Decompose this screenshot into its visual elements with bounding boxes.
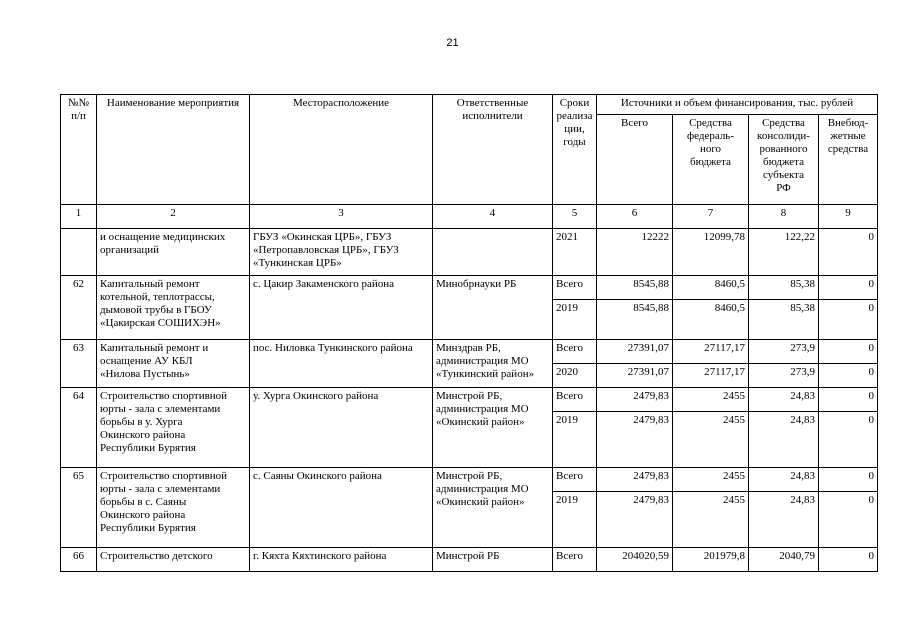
term-cell: Всего xyxy=(553,276,597,300)
offbudget-cell: 0 xyxy=(819,548,878,572)
table-row xyxy=(61,388,878,412)
offbudget-cell: 0 xyxy=(819,412,878,468)
federal-cell: 2455 xyxy=(673,388,749,412)
table-header xyxy=(61,95,878,229)
measure-executors: Минздрав РБ, администрация МО «Тункинский район» xyxy=(433,340,553,388)
offbudget-cell: 0 xyxy=(819,300,878,340)
federal-cell: 2455 xyxy=(673,492,749,548)
table-row xyxy=(61,548,878,572)
measure-location: г. Кяхта Кяхтинского района xyxy=(250,548,433,572)
total-cell: 8545,88 xyxy=(597,276,673,300)
measure-name: Строительство детского xyxy=(97,548,250,572)
term-cell: Всего xyxy=(553,340,597,364)
regional-cell: 85,38 xyxy=(749,300,819,340)
federal-cell: 8460,5 xyxy=(673,276,749,300)
term-cell: Всего xyxy=(553,388,597,412)
term-cell: Всего xyxy=(553,548,597,572)
measure-executors xyxy=(433,229,553,276)
column-index: 4 xyxy=(433,205,553,229)
row-number: 64 xyxy=(61,388,97,468)
regional-cell: 273,9 xyxy=(749,340,819,364)
column-index: 7 xyxy=(673,205,749,229)
term-cell: 2019 xyxy=(553,300,597,340)
total-cell: 2479,83 xyxy=(597,412,673,468)
financing-table xyxy=(60,94,878,572)
header-total: Всего xyxy=(597,115,673,205)
offbudget-cell: 0 xyxy=(819,468,878,492)
header-location: Месторасположение xyxy=(250,95,433,205)
offbudget-cell: 0 xyxy=(819,364,878,388)
column-index: 1 xyxy=(61,205,97,229)
offbudget-cell: 0 xyxy=(819,229,878,276)
federal-cell: 12099,78 xyxy=(673,229,749,276)
total-cell: 27391,07 xyxy=(597,340,673,364)
federal-cell: 2455 xyxy=(673,412,749,468)
regional-cell: 24,83 xyxy=(749,412,819,468)
row-number: 66 xyxy=(61,548,97,572)
term-cell: 2020 xyxy=(553,364,597,388)
offbudget-cell: 0 xyxy=(819,492,878,548)
header-financing: Источники и объем финансирования, тыс. рублей xyxy=(597,95,878,115)
table-row xyxy=(61,468,878,492)
column-index: 6 xyxy=(597,205,673,229)
federal-cell: 27117,17 xyxy=(673,364,749,388)
header-regional: Средства консолиди- рованного бюджета субъекта РФ xyxy=(749,115,819,205)
measure-executors: Минобрнауки РБ xyxy=(433,276,553,340)
row-number: 63 xyxy=(61,340,97,388)
header-executors: Ответственные исполнители xyxy=(433,95,553,205)
regional-cell: 24,83 xyxy=(749,468,819,492)
measure-executors: Минстрой РБ, администрация МО «Окинский район» xyxy=(433,468,553,548)
header-name: Наименование мероприятия xyxy=(97,95,250,205)
total-cell: 8545,88 xyxy=(597,300,673,340)
federal-cell: 201979,8 xyxy=(673,548,749,572)
regional-cell: 2040,79 xyxy=(749,548,819,572)
measure-executors: Минстрой РБ, администрация МО «Окинский район» xyxy=(433,388,553,468)
term-cell: 2019 xyxy=(553,492,597,548)
federal-cell: 8460,5 xyxy=(673,300,749,340)
regional-cell: 85,38 xyxy=(749,276,819,300)
measure-name: Капитальный ремонт и оснащение АУ КБЛ «Нилова Пустынь» xyxy=(97,340,250,388)
total-cell: 204020,59 xyxy=(597,548,673,572)
regional-cell: 273,9 xyxy=(749,364,819,388)
offbudget-cell: 0 xyxy=(819,340,878,364)
measure-location: ГБУЗ «Окинская ЦРБ», ГБУЗ «Петропавловская ЦРБ», ГБУЗ «Тункинская ЦРБ» xyxy=(250,229,433,276)
column-index-row xyxy=(61,205,878,229)
page-number: 21 xyxy=(446,37,459,49)
regional-cell: 24,83 xyxy=(749,492,819,548)
measure-name: Строительство спортивной юрты - зала с элементами борьбы в с. Саяны Окинского района Республики Бурятия xyxy=(97,468,250,548)
offbudget-cell: 0 xyxy=(819,388,878,412)
term-cell: Всего xyxy=(553,468,597,492)
table-row xyxy=(61,229,878,276)
measure-name: и оснащение медицинских организаций xyxy=(97,229,250,276)
header-terms: Сроки реализа ции, годы xyxy=(553,95,597,205)
regional-cell: 24,83 xyxy=(749,388,819,412)
measure-location: с. Цакир Закаменского района xyxy=(250,276,433,340)
measure-location: с. Саяны Окинского района xyxy=(250,468,433,548)
total-cell: 12222 xyxy=(597,229,673,276)
column-index: 5 xyxy=(553,205,597,229)
measure-location: у. Хурга Окинского района xyxy=(250,388,433,468)
federal-cell: 27117,17 xyxy=(673,340,749,364)
term-cell: 2019 xyxy=(553,412,597,468)
measure-location: пос. Ниловка Тункинского района xyxy=(250,340,433,388)
header-num: №№ п/п xyxy=(61,95,97,205)
measure-executors: Минстрой РБ xyxy=(433,548,553,572)
total-cell: 27391,07 xyxy=(597,364,673,388)
table-row xyxy=(61,276,878,300)
row-number: 65 xyxy=(61,468,97,548)
row-number: 62 xyxy=(61,276,97,340)
total-cell: 2479,83 xyxy=(597,468,673,492)
measure-name: Строительство спортивной юрты - зала с элементами борьбы в у. Хурга Окинского района Республики Бурятия xyxy=(97,388,250,468)
column-index: 2 xyxy=(97,205,250,229)
column-index: 3 xyxy=(250,205,433,229)
total-cell: 2479,83 xyxy=(597,492,673,548)
row-number xyxy=(61,229,97,276)
header-federal: Средства федераль- ного бюджета xyxy=(673,115,749,205)
total-cell: 2479,83 xyxy=(597,388,673,412)
column-index: 8 xyxy=(749,205,819,229)
measure-name: Капитальный ремонт котельной, теплотрассы, дымовой трубы в ГБОУ «Цакирская СОШИХЭН» xyxy=(97,276,250,340)
column-index: 9 xyxy=(819,205,878,229)
table-row xyxy=(61,340,878,364)
term-cell: 2021 xyxy=(553,229,597,276)
offbudget-cell: 0 xyxy=(819,276,878,300)
federal-cell: 2455 xyxy=(673,468,749,492)
regional-cell: 122,22 xyxy=(749,229,819,276)
header-offbudget: Внебюд- жетные средства xyxy=(819,115,878,205)
